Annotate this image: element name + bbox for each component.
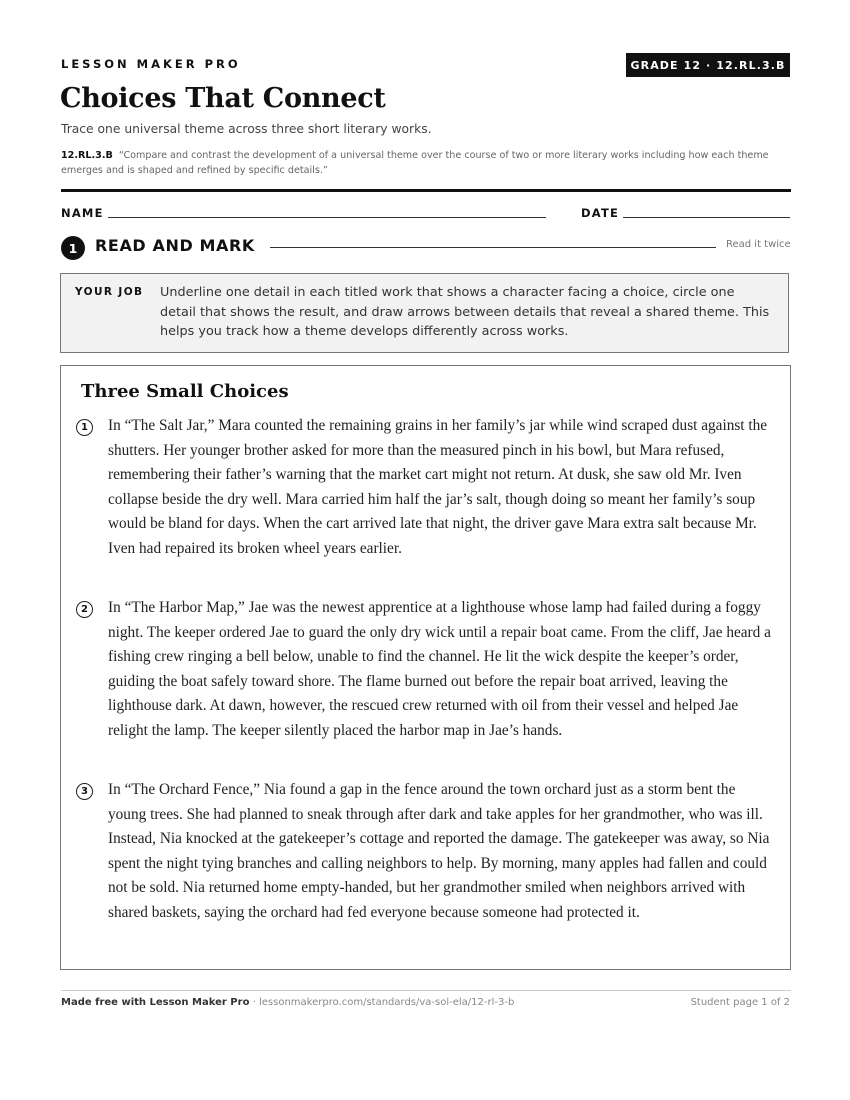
name-label: NAME	[61, 206, 104, 220]
footer-divider	[61, 990, 791, 991]
instructions-text: Underline one detail in each titled work that shows a character facing a choice, circle one detail that shows the result, and draw arrows between details that reveal a shared theme. This helps you track how a theme develops differently across works.	[160, 285, 770, 339]
section-number-badge: 1	[61, 236, 85, 260]
passage-text-1: In “The Salt Jar,” Mara counted the remaining grains in her family’s jar while wind scraped dust against the shutters. Her younger brother asked for more than the measured pinch in his bowl, but Mara refused, remembering their father’s warning that the market cart might not return. At dusk, she saw old Mr. Iven collapse beside the dry well. Mara carried him half the jar’s salt, though doing so meant her family’s soup would be bland for days. When the cart arrived late that night, the driver gave Mara extra salt because Mr. Iven had repaired its broken wheel years earlier.	[108, 417, 768, 557]
date-field-line[interactable]	[623, 217, 790, 218]
section-note: Read it twice	[726, 239, 791, 250]
section-title: READ AND MARK	[95, 236, 255, 255]
passage-number-2: 2	[76, 601, 93, 618]
date-label: DATE	[581, 206, 620, 220]
worksheet-subtitle: Trace one universal theme across three short literary works.	[61, 122, 432, 136]
section-divider	[270, 247, 716, 248]
worksheet-title: Choices That Connect	[60, 83, 386, 114]
instructions-label: YOUR JOB	[75, 286, 144, 298]
standard-description	[61, 148, 791, 178]
standard-code: 12.RL.3.B	[61, 150, 113, 161]
name-field-line[interactable]	[108, 217, 546, 218]
footer-url-link[interactable]: · lessonmakerpro.com/standards/va-sol-ela/12-rl-3-b	[252, 997, 515, 1008]
footer-made-with: Made free with Lesson Maker Pro	[61, 997, 250, 1008]
passage-text-3: In “The Orchard Fence,” Nia found a gap in the fence around the town orchard just as a storm bent the young trees. She had planned to sneak through after dark and take apples for her grandmother, who was ill. Instead, Nia knocked at the gatekeeper’s cottage and reported the damage. The gatekeeper was away, so Nia spent the night tying branches and calling neighbors to help. By morning, many apples had fallen and could not be sold. Nia returned home empty-handed, but her grandmother smiled when neighbors arrived with shared baskets, saying the orchard had fed everyone because someone had protected it.	[108, 781, 770, 921]
footer-page-number: Student page 1 of 2	[690, 997, 790, 1008]
standard-text: “Compare and contrast the development of a universal theme over the course of two or more literary works including how each theme emerges and is shaped and refined by specific details.”	[61, 150, 769, 176]
header-divider	[61, 189, 791, 192]
passage-number-1: 1	[76, 419, 93, 436]
brand-name: LESSON MAKER PRO	[61, 57, 241, 71]
footer-credit	[61, 997, 514, 1008]
grade-standard-badge: GRADE 12 · 12.RL.3.B	[626, 53, 790, 77]
passage-number-3: 3	[76, 783, 93, 800]
reading-title: Three Small Choices	[81, 381, 289, 402]
passage-text-2: In “The Harbor Map,” Jae was the newest apprentice at a lighthouse whose lamp had failed during a foggy night. The keeper ordered Jae to guard the only dry wick until a repair boat came. From the cliff, Jae heard a fishing crew ringing a bell below, unable to find the channel. He lit the wick despite the keeper’s order, guiding the boat safely toward shore. The flame burned out before the repair boat arrived, leaving the lighthouse dark. At dawn, however, the rescued crew returned with oil from their vessel and helped Jae relight the lamp. The keeper silently placed the harbor map in Jae’s hands.	[108, 599, 771, 739]
